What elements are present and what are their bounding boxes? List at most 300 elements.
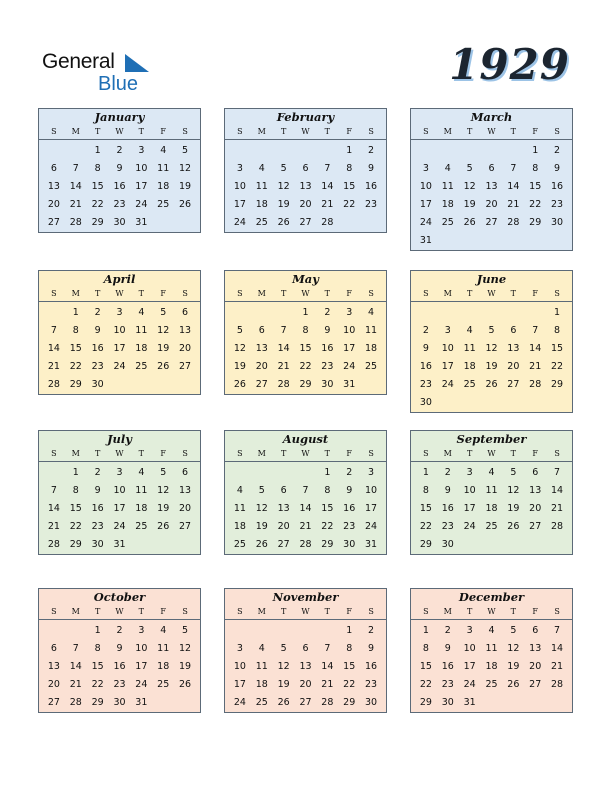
weekday-label: S: [554, 449, 560, 458]
brand-name-general: General: [42, 50, 115, 73]
weekday-label: M: [257, 607, 266, 616]
day-cell: 18: [157, 661, 170, 672]
weekday-header: [225, 447, 386, 462]
weekday-label: T: [138, 607, 145, 616]
day-cell: 21: [69, 199, 82, 210]
day-grid: [39, 462, 200, 556]
day-cell: 16: [91, 343, 104, 354]
weekday-label: W: [301, 289, 310, 298]
weekday-label: T: [94, 449, 101, 458]
day-cell: 22: [343, 679, 356, 690]
weekday-label: W: [115, 127, 124, 136]
empty-day: [65, 142, 87, 160]
day-cell: 28: [321, 217, 334, 228]
weekday-header: [39, 447, 200, 462]
empty-day: [415, 142, 437, 160]
day-cell: 9: [94, 325, 101, 336]
day-cell: 21: [321, 199, 334, 210]
day-cell: 17: [233, 679, 246, 690]
day-cell: 31: [135, 697, 148, 708]
day-cell: 2: [368, 145, 375, 156]
empty-day: [437, 142, 459, 160]
day-cell: 8: [94, 643, 101, 654]
month-name: October: [93, 590, 146, 604]
day-cell: 28: [47, 379, 60, 390]
day-cell: 28: [69, 697, 82, 708]
day-cell: 20: [47, 679, 60, 690]
day-cell: 11: [135, 325, 148, 336]
day-cell: 13: [179, 485, 192, 496]
day-cell: 5: [510, 467, 517, 478]
day-cell: 5: [280, 643, 287, 654]
empty-day: [295, 142, 317, 160]
day-cell: 6: [182, 307, 189, 318]
weekday-label: S: [182, 607, 188, 616]
day-cell: 11: [255, 181, 268, 192]
day-cell: 19: [157, 343, 170, 354]
day-cell: 24: [233, 217, 246, 228]
weekday-label: W: [115, 449, 124, 458]
day-cell: 20: [529, 661, 542, 672]
weekday-label: F: [532, 607, 538, 616]
day-cell: 26: [157, 521, 170, 532]
month-name: September: [456, 432, 527, 446]
day-cell: 16: [91, 503, 104, 514]
day-cell: 8: [346, 163, 353, 174]
weekday-label: T: [510, 449, 517, 458]
day-cell: 13: [179, 325, 192, 336]
day-cell: 7: [324, 643, 331, 654]
day-cell: 29: [299, 379, 312, 390]
day-cell: 9: [346, 485, 353, 496]
day-cell: 2: [346, 467, 353, 478]
day-cell: 2: [368, 625, 375, 636]
day-cell: 16: [113, 661, 126, 672]
day-cell: 25: [233, 539, 246, 550]
empty-day: [229, 304, 251, 322]
day-cell: 29: [91, 697, 104, 708]
day-cell: 24: [233, 697, 246, 708]
day-cell: 13: [47, 661, 60, 672]
empty-day: [524, 304, 546, 322]
empty-day: [229, 142, 251, 160]
day-cell: 30: [113, 217, 126, 228]
day-cell: 14: [69, 661, 82, 672]
day-cell: 13: [299, 181, 312, 192]
day-cell: 7: [324, 163, 331, 174]
day-cell: 14: [321, 661, 334, 672]
empty-day: [229, 464, 251, 482]
day-cell: 4: [488, 625, 495, 636]
weekday-label: S: [237, 607, 243, 616]
day-cell: 13: [47, 181, 60, 192]
day-cell: 11: [157, 163, 170, 174]
day-cell: 28: [69, 217, 82, 228]
day-cell: 26: [255, 539, 268, 550]
day-cell: 4: [444, 163, 451, 174]
day-cell: 3: [346, 307, 353, 318]
weekday-header: [225, 287, 386, 302]
day-cell: 10: [113, 325, 126, 336]
day-cell: 18: [233, 521, 246, 532]
weekday-label: T: [324, 449, 331, 458]
weekday-label: S: [554, 607, 560, 616]
weekday-label: W: [301, 449, 310, 458]
day-cell: 21: [47, 361, 60, 372]
empty-day: [65, 622, 87, 640]
day-cell: 5: [160, 307, 167, 318]
day-cell: 12: [179, 643, 192, 654]
empty-day: [43, 622, 65, 640]
day-cell: 27: [299, 217, 312, 228]
day-cell: 21: [551, 661, 564, 672]
empty-day: [251, 142, 273, 160]
weekday-label: T: [510, 289, 517, 298]
day-cell: 30: [365, 697, 378, 708]
weekday-label: T: [138, 127, 145, 136]
day-cell: 6: [302, 163, 309, 174]
weekday-label: M: [71, 449, 80, 458]
day-cell: 3: [236, 163, 243, 174]
day-cell: 17: [113, 343, 126, 354]
empty-day: [251, 622, 273, 640]
day-cell: 5: [488, 325, 495, 336]
day-cell: 11: [365, 325, 378, 336]
day-cell: 11: [485, 643, 498, 654]
day-cell: 23: [419, 379, 432, 390]
day-cell: 19: [233, 361, 246, 372]
day-cell: 22: [419, 521, 432, 532]
day-cell: 15: [343, 661, 356, 672]
weekday-label: F: [532, 449, 538, 458]
day-cell: 23: [91, 361, 104, 372]
day-cell: 25: [135, 361, 148, 372]
day-cell: 27: [529, 521, 542, 532]
day-cell: 18: [441, 199, 454, 210]
day-cell: 20: [179, 503, 192, 514]
month-april: [38, 270, 201, 395]
weekday-label: M: [257, 449, 266, 458]
month-name: May: [292, 272, 319, 286]
day-cell: 30: [343, 539, 356, 550]
weekday-label: M: [443, 449, 452, 458]
day-cell: 10: [463, 643, 476, 654]
day-cell: 6: [50, 163, 57, 174]
month-name: July: [107, 432, 132, 446]
weekday-label: F: [346, 607, 352, 616]
day-cell: 28: [321, 697, 334, 708]
day-cell: 27: [299, 697, 312, 708]
day-cell: 26: [485, 379, 498, 390]
day-cell: 1: [302, 307, 309, 318]
day-cell: 5: [236, 325, 243, 336]
day-cell: 22: [69, 361, 82, 372]
day-cell: 23: [343, 521, 356, 532]
day-cell: 9: [444, 485, 451, 496]
day-cell: 15: [321, 503, 334, 514]
day-cell: 17: [441, 361, 454, 372]
month-name: November: [272, 590, 339, 604]
month-january: [38, 108, 201, 233]
empty-day: [295, 622, 317, 640]
day-cell: 8: [94, 163, 101, 174]
day-cell: 12: [277, 661, 290, 672]
day-cell: 8: [72, 485, 79, 496]
day-cell: 2: [94, 467, 101, 478]
day-cell: 7: [554, 467, 561, 478]
empty-day: [43, 304, 65, 322]
day-cell: 31: [113, 539, 126, 550]
month-may: [224, 270, 387, 395]
day-cell: 9: [368, 163, 375, 174]
day-cell: 13: [255, 343, 268, 354]
day-cell: 24: [463, 521, 476, 532]
day-cell: 18: [157, 181, 170, 192]
day-cell: 2: [422, 325, 429, 336]
day-grid: [411, 462, 572, 556]
day-cell: 29: [91, 217, 104, 228]
day-cell: 14: [69, 181, 82, 192]
day-cell: 4: [138, 307, 145, 318]
day-cell: 17: [365, 503, 378, 514]
day-cell: 23: [551, 199, 564, 210]
day-cell: 17: [463, 661, 476, 672]
day-cell: 6: [182, 467, 189, 478]
day-cell: 19: [507, 503, 520, 514]
day-cell: 29: [343, 697, 356, 708]
day-cell: 1: [422, 625, 429, 636]
day-cell: 3: [138, 625, 145, 636]
weekday-label: F: [160, 289, 166, 298]
day-cell: 18: [485, 503, 498, 514]
day-cell: 21: [277, 361, 290, 372]
day-grid: [411, 140, 572, 252]
weekday-label: S: [554, 127, 560, 136]
day-cell: 9: [444, 643, 451, 654]
brand-name-blue: Blue: [98, 73, 139, 95]
day-cell: 8: [72, 325, 79, 336]
day-cell: 13: [299, 661, 312, 672]
day-cell: 4: [466, 325, 473, 336]
day-cell: 15: [69, 503, 82, 514]
weekday-label: T: [280, 607, 287, 616]
weekday-label: T: [94, 607, 101, 616]
day-cell: 16: [365, 181, 378, 192]
day-cell: 25: [255, 217, 268, 228]
weekday-label: T: [324, 127, 331, 136]
month-september: [410, 430, 573, 555]
day-cell: 4: [258, 643, 265, 654]
weekday-label: S: [51, 289, 57, 298]
day-cell: 12: [233, 343, 246, 354]
day-cell: 23: [91, 521, 104, 532]
day-cell: 19: [179, 181, 192, 192]
day-cell: 14: [47, 343, 60, 354]
day-cell: 10: [113, 485, 126, 496]
weekday-label: W: [487, 449, 496, 458]
day-cell: 22: [299, 361, 312, 372]
day-cell: 16: [113, 181, 126, 192]
day-cell: 30: [91, 539, 104, 550]
day-cell: 18: [463, 361, 476, 372]
day-cell: 6: [532, 625, 539, 636]
weekday-label: M: [71, 289, 80, 298]
weekday-header: [39, 605, 200, 620]
day-cell: 29: [419, 697, 432, 708]
day-cell: 6: [258, 325, 265, 336]
day-cell: 2: [444, 467, 451, 478]
empty-day: [273, 304, 295, 322]
day-cell: 4: [258, 163, 265, 174]
weekday-label: W: [115, 607, 124, 616]
day-cell: 3: [444, 325, 451, 336]
day-cell: 30: [91, 379, 104, 390]
day-cell: 8: [422, 485, 429, 496]
day-cell: 21: [507, 199, 520, 210]
weekday-label: M: [257, 289, 266, 298]
weekday-label: F: [346, 127, 352, 136]
day-cell: 15: [69, 343, 82, 354]
day-cell: 26: [507, 521, 520, 532]
weekday-label: T: [94, 289, 101, 298]
day-cell: 6: [488, 163, 495, 174]
day-grid: [39, 140, 200, 234]
weekday-header: [411, 447, 572, 462]
day-cell: 27: [507, 379, 520, 390]
day-cell: 18: [135, 343, 148, 354]
weekday-label: F: [160, 127, 166, 136]
day-cell: 23: [441, 521, 454, 532]
day-cell: 26: [277, 217, 290, 228]
day-cell: 24: [419, 217, 432, 228]
weekday-label: T: [324, 607, 331, 616]
day-cell: 19: [463, 199, 476, 210]
day-cell: 4: [488, 467, 495, 478]
day-cell: 7: [50, 325, 57, 336]
day-cell: 9: [422, 343, 429, 354]
day-cell: 8: [346, 643, 353, 654]
day-cell: 23: [113, 199, 126, 210]
day-cell: 14: [551, 485, 564, 496]
day-cell: 19: [255, 521, 268, 532]
day-cell: 22: [91, 679, 104, 690]
day-cell: 12: [485, 343, 498, 354]
day-cell: 6: [532, 467, 539, 478]
day-cell: 21: [551, 503, 564, 514]
day-cell: 1: [94, 625, 101, 636]
weekday-label: M: [443, 289, 452, 298]
empty-day: [415, 304, 437, 322]
day-cell: 17: [135, 661, 148, 672]
day-cell: 9: [368, 643, 375, 654]
year-title: 1929: [449, 40, 570, 89]
weekday-label: W: [487, 127, 496, 136]
day-cell: 14: [299, 503, 312, 514]
day-cell: 22: [69, 521, 82, 532]
day-cell: 18: [365, 343, 378, 354]
day-cell: 10: [343, 325, 356, 336]
day-grid: [225, 620, 386, 714]
weekday-label: S: [182, 449, 188, 458]
day-cell: 13: [485, 181, 498, 192]
day-cell: 7: [554, 625, 561, 636]
day-cell: 20: [299, 679, 312, 690]
day-cell: 4: [160, 625, 167, 636]
weekday-label: T: [94, 127, 101, 136]
day-cell: 25: [485, 521, 498, 532]
day-cell: 9: [116, 643, 123, 654]
day-cell: 22: [91, 199, 104, 210]
day-cell: 21: [529, 361, 542, 372]
day-cell: 25: [157, 199, 170, 210]
day-cell: 18: [255, 679, 268, 690]
day-cell: 5: [160, 467, 167, 478]
month-name: April: [103, 272, 136, 286]
day-cell: 12: [277, 181, 290, 192]
empty-day: [316, 622, 338, 640]
day-cell: 2: [116, 145, 123, 156]
day-cell: 4: [138, 467, 145, 478]
day-cell: 17: [113, 503, 126, 514]
weekday-label: M: [443, 127, 452, 136]
weekday-label: S: [423, 607, 429, 616]
day-cell: 13: [529, 485, 542, 496]
day-cell: 17: [419, 199, 432, 210]
weekday-label: T: [466, 449, 473, 458]
day-cell: 18: [485, 661, 498, 672]
day-cell: 18: [255, 199, 268, 210]
weekday-label: S: [237, 127, 243, 136]
day-cell: 27: [255, 379, 268, 390]
day-cell: 11: [135, 485, 148, 496]
day-cell: 28: [47, 539, 60, 550]
weekday-label: T: [324, 289, 331, 298]
day-cell: 15: [551, 343, 564, 354]
empty-day: [481, 304, 503, 322]
day-cell: 12: [463, 181, 476, 192]
day-cell: 12: [157, 485, 170, 496]
day-cell: 25: [135, 521, 148, 532]
empty-day: [459, 304, 481, 322]
day-cell: 20: [255, 361, 268, 372]
day-cell: 21: [299, 521, 312, 532]
empty-day: [295, 464, 317, 482]
weekday-header: [225, 125, 386, 140]
day-cell: 17: [343, 343, 356, 354]
day-cell: 2: [94, 307, 101, 318]
day-cell: 3: [116, 467, 123, 478]
day-cell: 28: [551, 679, 564, 690]
empty-day: [316, 142, 338, 160]
day-cell: 16: [419, 361, 432, 372]
month-july: [38, 430, 201, 555]
day-cell: 11: [233, 503, 246, 514]
day-cell: 15: [419, 503, 432, 514]
day-cell: 1: [324, 467, 331, 478]
day-cell: 3: [138, 145, 145, 156]
weekday-header: [225, 605, 386, 620]
day-cell: 22: [343, 199, 356, 210]
day-cell: 6: [50, 643, 57, 654]
day-cell: 20: [47, 199, 60, 210]
day-cell: 5: [182, 625, 189, 636]
day-cell: 31: [419, 235, 432, 246]
day-cell: 9: [554, 163, 561, 174]
weekday-label: F: [346, 449, 352, 458]
day-cell: 10: [463, 485, 476, 496]
weekday-label: S: [368, 289, 374, 298]
day-cell: 6: [302, 643, 309, 654]
